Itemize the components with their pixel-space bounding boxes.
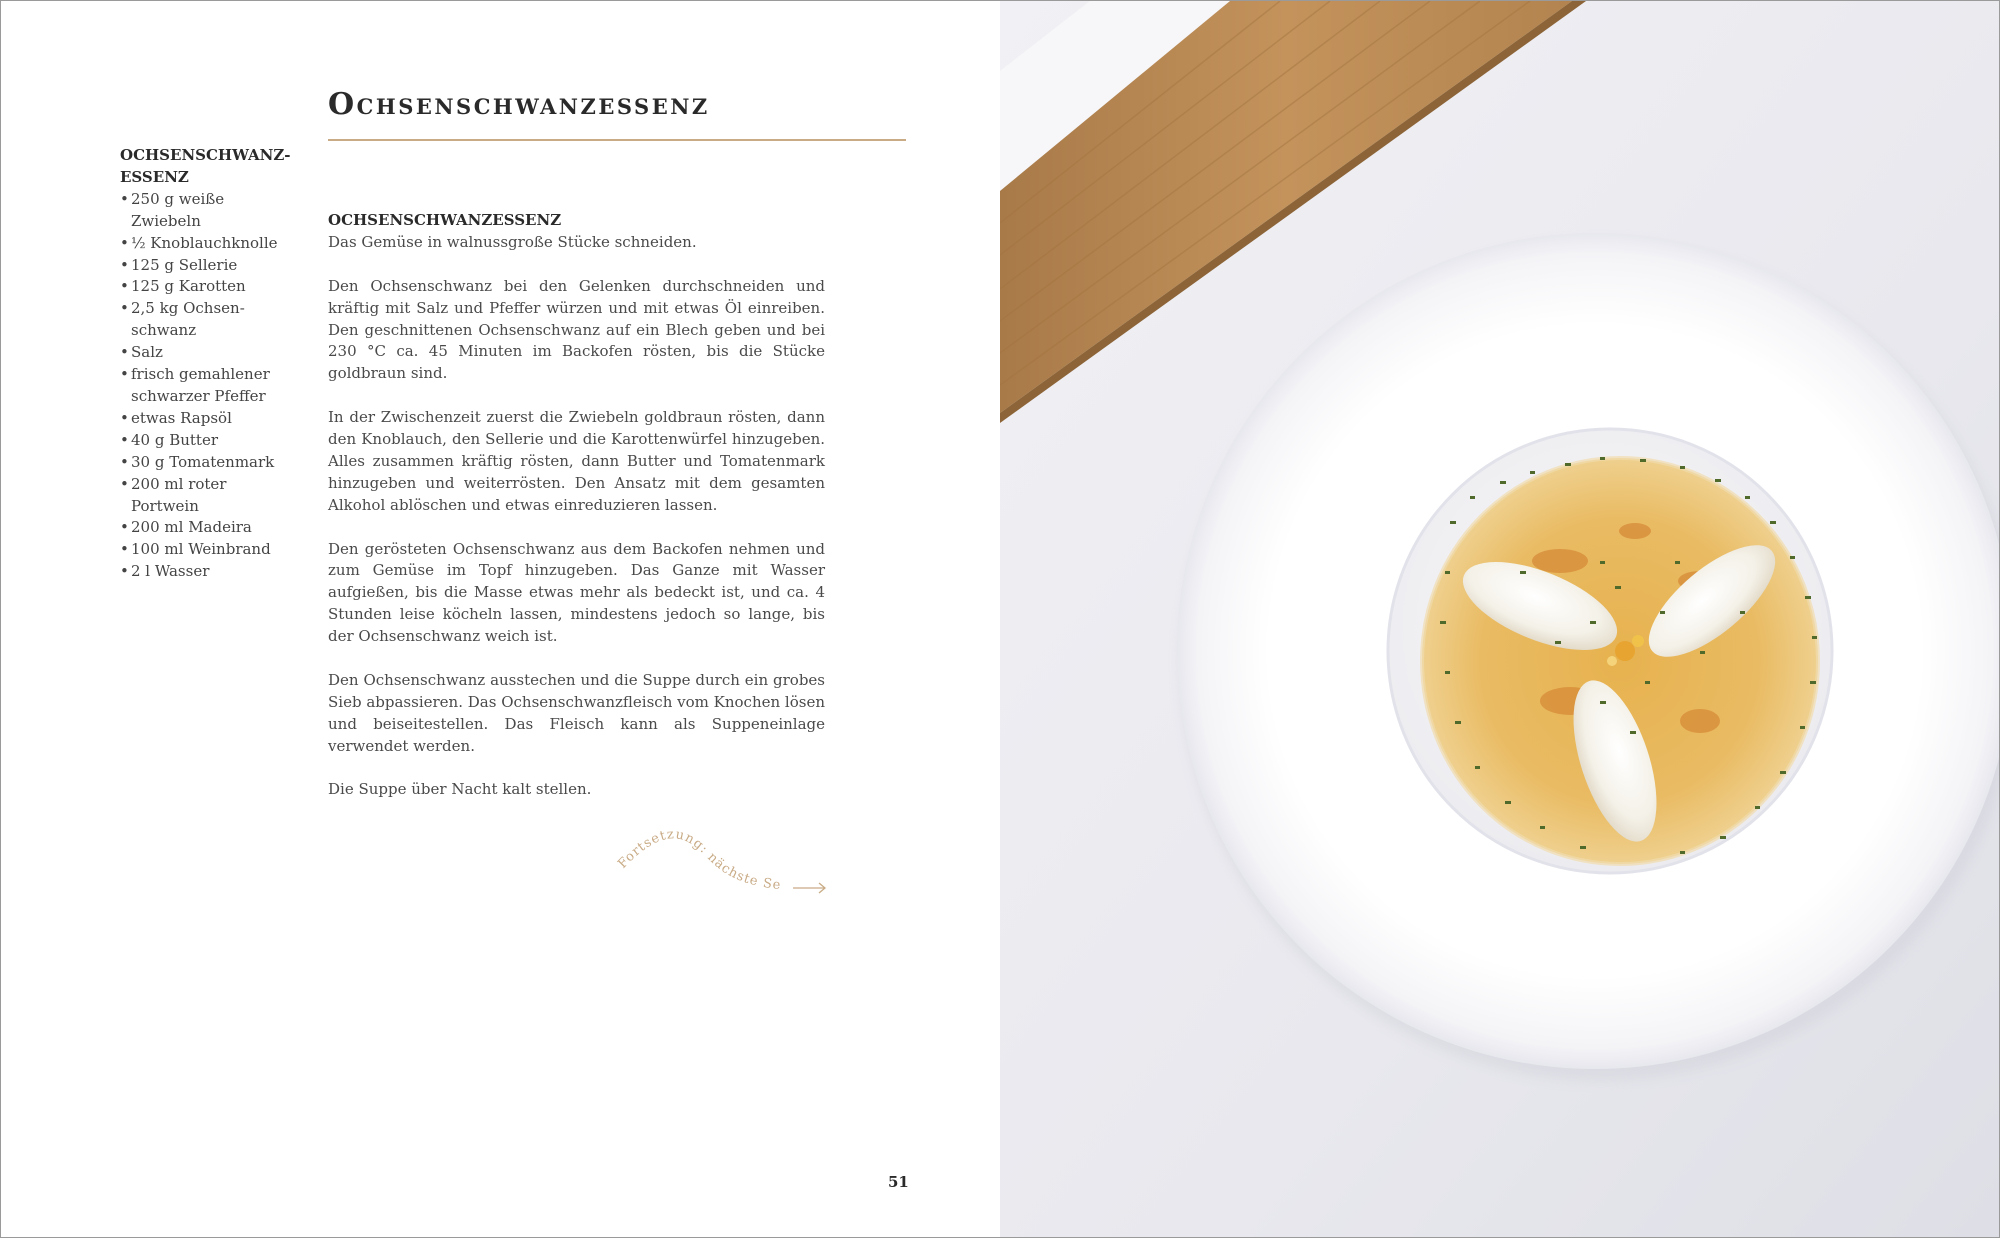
- ingredient-item: • 250 g weiße Zwiebeln: [120, 189, 295, 233]
- soup-photo: [1000, 1, 1999, 1237]
- ingredient-item: • 40 g Butter: [120, 430, 295, 452]
- ingredient-item: • frisch gemahlener schwarzer Pfeffer: [120, 364, 295, 408]
- ingredient-item: • 30 g Tomatenmark: [120, 452, 295, 474]
- instruction-paragraph: Den gerösteten Ochsenschwanz aus dem Backofen nehmen und zum Gemüse im Topf hinzugeben. Das Ganze mit Wasser aufgießen, bis die Masse etwas mehr als bedeckt ist, und ca. 4 Stunden leise köcheln lassen, mindestens jedoch so lange, bis der Ochsenschwanz weich ist.: [328, 539, 825, 646]
- ingredient-item: • 200 ml Madeira: [120, 517, 295, 539]
- ingredients-heading-line2: ESSENZ: [120, 167, 189, 186]
- instruction-paragraph: Das Gemüse in walnussgroße Stücke schneiden.: [328, 232, 697, 251]
- ingredient-item: • 125 g Karotten: [120, 276, 295, 298]
- ingredient-item: • ½ Knoblauchknolle: [120, 233, 295, 255]
- continuation-curve: [606, 810, 841, 911]
- ingredients-list: [120, 145, 295, 583]
- ingredient-item: • 125 g Sellerie: [120, 255, 295, 277]
- continuation-note[interactable]: [606, 810, 841, 911]
- ingredient-item: • 2,5 kg Ochsenschwanz: [120, 298, 295, 342]
- ingredient-item: • etwas Rapsöl: [120, 408, 295, 430]
- right-page-photo: [1000, 1, 1999, 1237]
- svg-text:Fortsetzung: nächste Seite: [607, 810, 782, 893]
- ingredient-item: • 100 ml Weinbrand: [120, 539, 295, 561]
- instruction-paragraph: Die Suppe über Nacht kalt stellen.: [328, 780, 592, 799]
- ingredient-item: • Salz: [120, 342, 295, 364]
- left-page: [1, 1, 1000, 1237]
- arrow-right-icon: [793, 883, 825, 893]
- title-divider: [328, 139, 906, 141]
- instruction-paragraph: Den Ochsenschwanz ausstechen und die Suppe durch ein grobes Sieb abpassieren. Das Ochsenschwanzfleisch vom Knochen lösen und beiseitestellen. Das Fleisch kann als Suppeneinlage verwendet werden.: [328, 670, 825, 755]
- recipe-title: Ochsenschwanzessenz: [328, 87, 710, 122]
- instruction-paragraph: In der Zwischenzeit zuerst die Zwiebeln goldbraun rösten, dann den Knoblauch, den Sellerie und die Karottenwürfel hinzugeben. Alles zusammen kräftig rösten, dann Butter und Tomatenmark hinzugeben und weiterrösten. Den Ansatz mit dem gesamten Alkohol ablöschen und etwas einreduzieren lassen.: [328, 408, 825, 514]
- ingredient-item: • 2 l Wasser: [120, 561, 295, 583]
- page-number: 51: [888, 1173, 909, 1191]
- instruction-paragraph: Den Ochsenschwanz bei den Gelenken durchschneiden und kräftig mit Salz und Pfeffer würzen und mit etwas Öl einreiben. Den geschnittenen Ochsenschwanz auf ein Blech geben und bei 230 °C ca. 45 Minuten im Backofen rösten, bis die Stücke goldbraun sind.: [328, 276, 825, 383]
- instructions: [328, 210, 825, 823]
- ingredients-heading: [120, 145, 295, 189]
- ingredients-heading-line1: OCHSENSCHWANZ-: [120, 146, 291, 164]
- ingredient-item: • 200 ml roter Portwein: [120, 474, 295, 518]
- continuation-text: Fortsetzung: nächste Seite: [606, 810, 783, 894]
- instructions-heading: OCHSENSCHWANZESSENZ: [328, 211, 562, 229]
- ingredient-items: [120, 189, 295, 583]
